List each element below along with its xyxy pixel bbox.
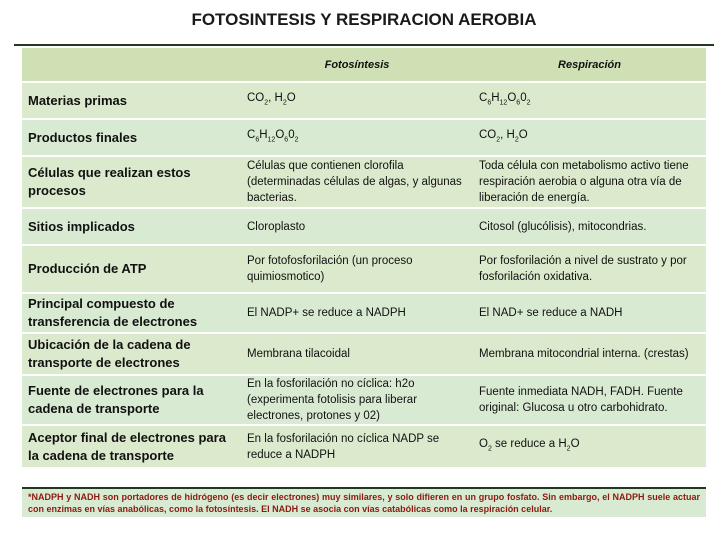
respiracion-cell: Toda célula con metabolismo activo tiene respiración aerobia o alguna otra vía de liberación de energía. <box>473 156 706 208</box>
fotosintesis-cell: En la fosforilación no cíclica NADP se reduce a NADPH <box>241 425 473 467</box>
row-label: Fuente de electrones para la cadena de transporte <box>22 375 241 425</box>
table-row <box>22 425 706 467</box>
table-row <box>22 245 706 293</box>
respiracion-cell: El NAD+ se reduce a NADH <box>473 293 706 333</box>
respiracion-cell: $O_2$ se reduce a $H_2O$ <box>473 425 706 467</box>
row-label: Producción de ATP <box>22 245 241 293</box>
fotosintesis-cell: Membrana tilacoidal <box>241 333 473 375</box>
table-row <box>22 293 706 333</box>
table-row <box>22 82 706 119</box>
table-row <box>22 208 706 245</box>
footnote: *NADPH y NADH son portadores de hidrógeno (es decir electrones) muy similares, y solo difieren en un grupo fosfato. Sin embargo, el NADPH suele actuar con enzimas en vías anabólicas, como la fotosíntesis. El NADH se asocia con vías catabólicas como la respiración celular. <box>22 487 706 517</box>
row-label: Productos finales <box>22 119 241 156</box>
header-blank <box>22 48 241 82</box>
fotosintesis-cell: $C_6H_{12}O_60_2$ <box>241 119 473 156</box>
row-label: Células que realizan estos procesos <box>22 156 241 208</box>
page-title: FOTOSINTESIS Y RESPIRACION AEROBIA <box>191 10 537 29</box>
table-row <box>22 119 706 156</box>
fotosintesis-cell: En la fosforilación no cíclica: h2o (experimenta fotolisis para liberar electrones, protones y 02) <box>241 375 473 425</box>
header-fotosintesis: Fotosíntesis <box>241 48 473 82</box>
respiracion-cell: Fuente inmediata NADH, FADH. Fuente original: Glucosa u otro carbohidrato. <box>473 375 706 425</box>
table-row <box>22 156 706 208</box>
table-row <box>22 333 706 375</box>
respiracion-cell: Membrana mitocondrial interna. (crestas) <box>473 333 706 375</box>
fotosintesis-cell: Cloroplasto <box>241 208 473 245</box>
fotosintesis-cell: Células que contienen clorofila (determinadas células de algas, y algunas bacterias. <box>241 156 473 208</box>
fotosintesis-cell: Por fotofosforilación (un proceso quimiosmotico) <box>241 245 473 293</box>
fotosintesis-cell: El NADP+ se reduce a NADPH <box>241 293 473 333</box>
respiracion-cell: Por fosforilación a nivel de sustrato y por fosforilación oxidativa. <box>473 245 706 293</box>
header-respiracion: Respiración <box>473 48 706 82</box>
comparison-table <box>22 48 706 467</box>
top-rule <box>14 44 714 46</box>
row-label: Aceptor final de electrones para la cadena de transporte <box>22 425 241 467</box>
respiracion-cell: $C_6H_{12}O_60_2$ <box>473 82 706 119</box>
row-label: Sitios implicados <box>22 208 241 245</box>
respiracion-cell: $CO_2$, $H_2O$ <box>473 119 706 156</box>
respiracion-cell: Citosol (glucólisis), mitocondrias. <box>473 208 706 245</box>
row-label: Ubicación de la cadena de transporte de electrones <box>22 333 241 375</box>
fotosintesis-cell: $CO_2$, $H_2O$ <box>241 82 473 119</box>
header-row <box>22 48 706 82</box>
table-row <box>22 375 706 425</box>
row-label: Principal compuesto de transferencia de electrones <box>22 293 241 333</box>
row-label: Materias primas <box>22 82 241 119</box>
